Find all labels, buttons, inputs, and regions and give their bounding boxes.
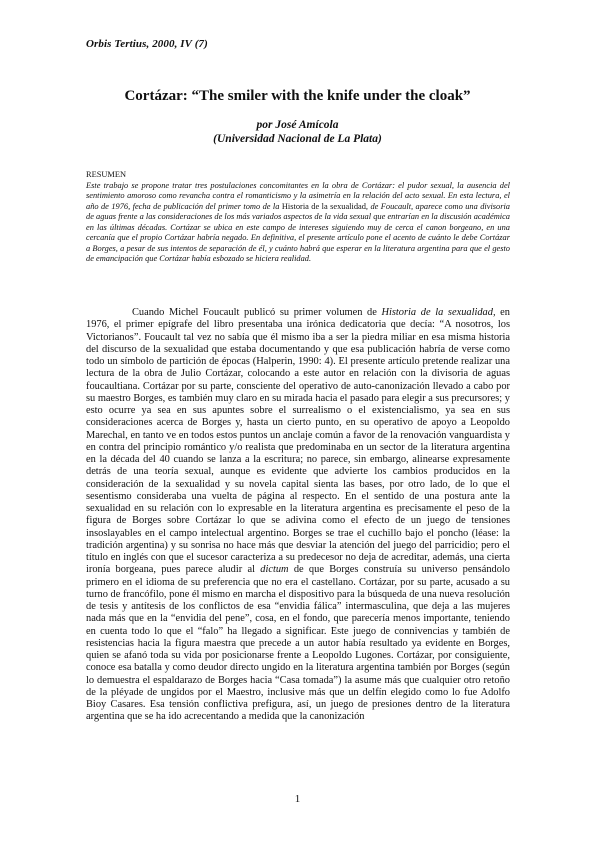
book-title-reference: Historia de la sexualidad, xyxy=(381,307,496,318)
abstract-text-part-1: Este trabajo se propone tratar tres postulaciones concomitantes en la obra de Cortázar: el pudor sexual, la ausencia del sentimiento amoroso como revancha contra el romanticismo y la asimetría en la relación del acto sexual. En esta lectura, el año de 1976, fecha de publicación del primer tomo de la xyxy=(86,180,510,211)
abstract-text-part-2: , de Foucault, aparece como una divisoria de aguas frente a las consideraciones de los más variados aspectos de la vida sexual que entrarían en la discusión académica en las últimas décadas. Cortázar se ubica en este campo de intereses siguiendo muy de cerca el canon borgeano, en una cercanía que el propio Cortázar habría negado. En definitiva, el presente artículo pone el acento de cuánto le debe Cortázar a Borges, a pesar de sus intentos de separación de él, y cuánto habrá que esperar en la literatura argentina para que el gesto de emancipación que Cortázar había esbozado se hiciera realidad. xyxy=(86,201,510,263)
author-name: por José Amícola xyxy=(256,119,339,131)
journal-citation: Orbis Tertius, 2000, IV (7) xyxy=(86,38,208,50)
byline xyxy=(0,118,595,146)
abstract-heading: RESUMEN xyxy=(86,170,127,179)
dictum-term: dictum xyxy=(260,564,289,576)
author-affiliation: (Universidad Nacional de La Plata) xyxy=(213,133,382,145)
body-text-part-1: Cuando Michel Foucault publicó su primer volumen de xyxy=(132,307,382,318)
body-text-part-2: en 1976, el primer epígrafe del libro presentaba una irónica dedicatoria que decía: “A nosotros, los Victorianos”. Foucault tal vez no sabía que él mismo iba a ser la piedra miliar en esa misma historia del discurso de la sexualidad que estaba documentando y que esa publicación habría de verse como todo un símbolo de partición de épocas (Halperin, 1990: 4). El presente artículo pretende realizar una lectura de la obra de Julio Cortázar, colocando a este autor en relación con la divisoria de aguas foucaultiana. Cortázar por su parte, consciente del operativo de auto-canonización llevado a cabo por su maestro Borges, es también muy claro en su mirada hacia el pasado para elegir a sus precursores; y esto ocurre ya sea en sus apuntes sobre el surrealismo o el existencialismo, ya sea en sus consideraciones acerca de Borges y, hasta un cierto punto, en su operativo de apoyo a Leopoldo Marechal, en tanto ve en todos estos puntos un anclaje común a favor de la renovación vanguardista y en contra del principio romántico y/o realista que predominaba en un sector de la literatura argentina en la década del 40 cuando se lanza a la escritura; no parece, sin embargo, alinearse expresamente detrás de una teoría sexual, aunque es evidente que advierte los cambios producidos en la consideración de la sexualidad y su novela capital sienta las bases, por otro lado, de lo que el sesentismo consideraba una vuelta de página al respecto. En el sentido de una postura ante la sexualidad en su relación con lo expresable en la literatura argentina es precisamente el peso de la figura de Borges sobre Cortázar lo que se adivina como el efecto de un juego de tensiones insoslayables en el campo intelectual argentino. Borges se trae el cuchillo bajo el poncho (léase: la tradición argentina) y su sonrisa no hace más que desviar la atención del juego del parricidio; pero el título en inglés con que el sucesor caracteriza a su predecesor no deja de acreditar, además, una cierta ironía borgeana, pues parece aludir al xyxy=(86,307,510,576)
abstract-book-title: Historia de la sexualidad xyxy=(281,201,366,211)
body-text xyxy=(86,307,510,724)
article-title: Cortázar: “The smiler with the knife under the cloak” xyxy=(124,88,471,104)
page-number: 1 xyxy=(294,793,301,805)
body-text-part-3: de que Borges construía su universo pensándolo primero en el idioma de su preferencia que no era el castellano. Cortázar, por su parte, acusado a su turno de francófilo, pone él mismo en marcha el dispositivo para la búsqueda de una nueva resolución de tesis y antítesis de los conflictos de esa “envidia fálica” intermasculina, que deja a las mujeres nada más que en la “envidia del pene”, cosa, en el fondo, que parecería menos importante, teniendo en cuenta todo lo que el “falo” ha llegado a significar. Este juego de connivencias y también de resistencias hacia la figura maestra que precede a un autor había resultado ya evidente en Borges, quien se afanó toda su vida por posicionarse frente a Leopoldo Lugones. Cortázar, por consiguiente, conoce esa batalla y como deudor directo ungido en la literatura argentina también por Borges (según lo demuestra el espaldarazo de Borges hacia “Casa tomada”) la asume más que cualquier otro retoño de la pléyade de ungidos por el Maestro, inclusive más que un delfín elegido como lo fue Adolfo Bioy Casares. Esa tensión conflictiva prefigura, así, un juego de presiones dentro de la literatura argentina que se ha ido acrecentando a medida que la canonización xyxy=(86,564,510,723)
abstract xyxy=(86,170,510,265)
body-paragraph xyxy=(86,307,510,724)
